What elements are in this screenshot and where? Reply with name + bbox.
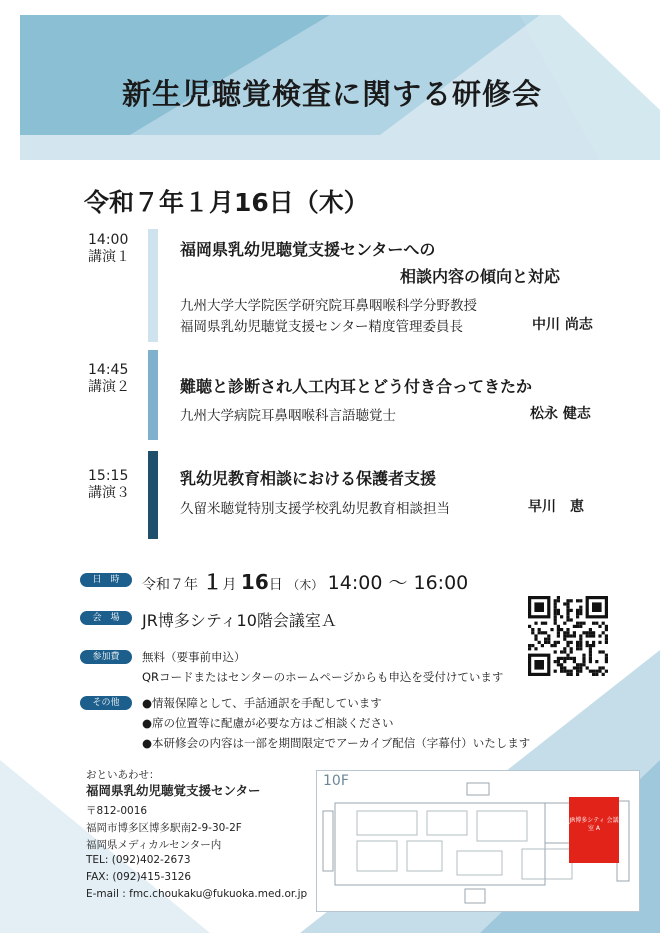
other-item-1: ●情報保障として、手話通訳を手配しています [142, 696, 382, 710]
date-weekday: （木） [287, 578, 324, 592]
lecture-2-number: 講演２ [88, 379, 130, 395]
qr-code[interactable] [528, 596, 608, 676]
other-item-2: ●席の位置等に配慮が必要な方はご相談ください [142, 716, 394, 730]
contact-address1: 福岡市博多区博多駅南2-9-30-2F [86, 822, 242, 834]
floor-map [316, 770, 640, 912]
venue-highlight-label: JR博多シティ 会議室 A [569, 817, 619, 832]
lecture-1-bar [148, 229, 158, 342]
lecture-3-time-block [88, 468, 130, 502]
other-label-pill: その他 [80, 696, 132, 710]
contact-label: おといあわせ： [86, 769, 160, 781]
lecture-2-title: 難聴と診断され人工内耳とどう付き合ってきたか [180, 377, 533, 396]
fee-line1: 無料（要事前申込） [142, 650, 246, 664]
lecture-1-number: 講演１ [88, 249, 130, 265]
lecture-2-time: 14:45 [88, 362, 129, 378]
lecture-1-time-block [88, 232, 130, 266]
date-day-unit: 日 [268, 577, 283, 593]
contact-org: 福岡県乳幼児聴覚支援センター [86, 783, 261, 798]
map-floor-label: 10F [323, 773, 349, 789]
lecture-3-affiliation: 久留米聴覚特別支援学校乳幼児教育相談担当 [180, 501, 450, 517]
venue-highlight-room[interactable] [569, 797, 619, 863]
lecture-3-title: 乳幼児教育相談における保護者支援 [180, 469, 437, 488]
lecture-1-title-line1: 福岡県乳幼児聴覚支援センターへの [180, 240, 436, 259]
lecture-2-affiliation: 九州大学病院耳鼻咽喉科言語聴覚士 [180, 408, 396, 424]
page-title: 新生児聴覚検査に関する研修会 [122, 77, 543, 111]
fee-line2: QRコードまたはセンターのホームページからも申込を受付けています [142, 670, 504, 684]
lecture-3-speaker: 早川 恵 [528, 499, 584, 515]
other-item-3: ●本研修会の内容は一部を期間限定でアーカイブ配信（字幕付）いたします [142, 736, 531, 750]
lecture-2-bar [148, 350, 158, 440]
contact-fax: FAX: (092)415-3126 [86, 871, 192, 883]
date-time-range: 14:00 ～ 16:00 [327, 572, 469, 594]
lecture-1-speaker: 中川 尚志 [532, 317, 593, 333]
lecture-2-time-block [88, 362, 130, 396]
date-month-unit: 月 [222, 577, 237, 593]
event-date-heading: 令和７年１月16日（木） [84, 188, 369, 217]
date-day: 16 [240, 570, 269, 594]
date-prefix: 令和７年 [142, 577, 198, 593]
lecture-2-speaker: 松永 健志 [530, 406, 591, 422]
event-date-time [142, 566, 468, 595]
contact-address2: 福岡県メディカルセンター内 [86, 839, 222, 851]
lecture-1-title-line2: 相談内容の傾向と対応 [400, 267, 561, 286]
lecture-1-affiliation-line1: 九州大学大学院医学研究院耳鼻咽喉科学分野教授 [180, 298, 477, 314]
date-label-pill: 日 時 [80, 573, 132, 587]
lecture-1-affiliation-line2: 福岡県乳幼児聴覚支援センター精度管理委員長 [180, 319, 463, 335]
venue-label-pill: 会 場 [80, 611, 132, 625]
lecture-1-time: 14:00 [88, 232, 129, 248]
lecture-3-time: 15:15 [88, 468, 129, 484]
date-month: １ [202, 570, 223, 594]
fee-label-pill: 参加費 [80, 650, 132, 664]
contact-email[interactable]: E-mail : fmc.choukaku@fukuoka.med.or.jp [86, 888, 308, 900]
lecture-3-number: 講演３ [88, 485, 130, 501]
venue-name: JR博多シティ10階会議室Ａ [142, 611, 337, 630]
contact-tel: TEL: (092)402-2673 [86, 854, 191, 866]
lecture-3-bar [148, 451, 158, 539]
contact-postal: 〒812-0016 [86, 805, 148, 817]
